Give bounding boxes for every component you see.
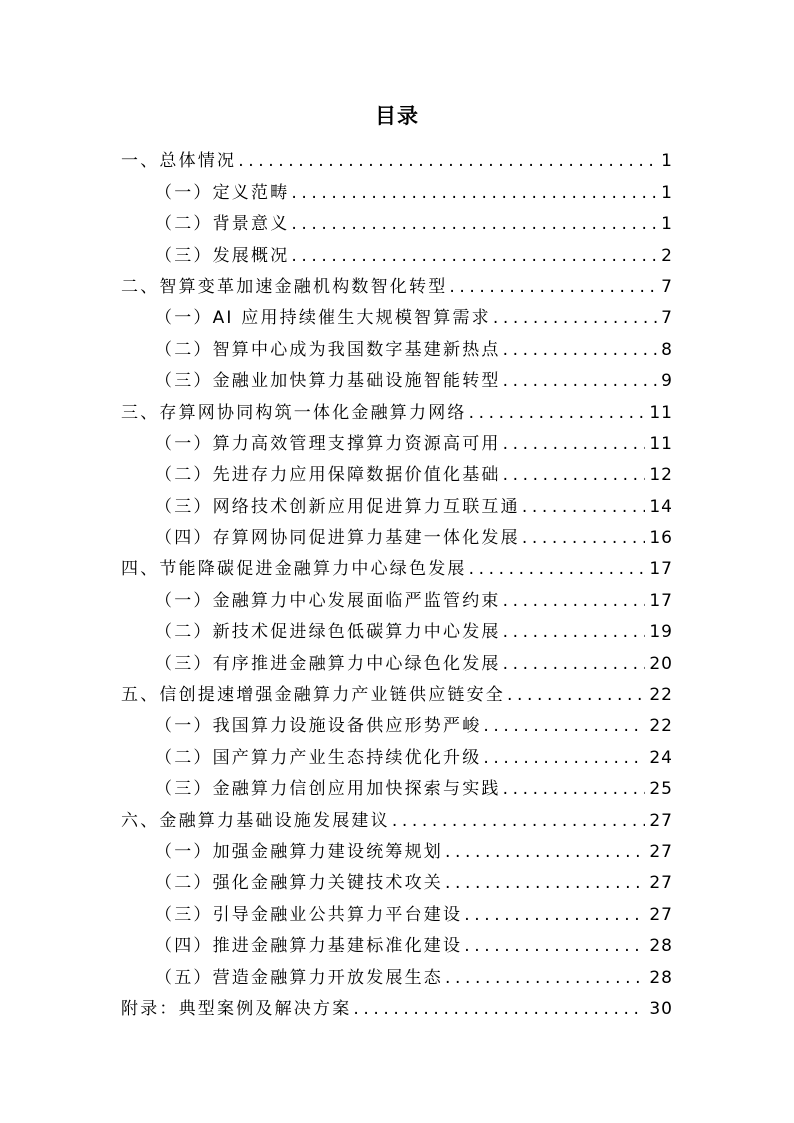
toc-entry-page-number: 27 (649, 904, 673, 925)
toc-entry[interactable] (121, 266, 673, 297)
toc-entry-label: （一）加强金融算力建设统筹规划 (155, 841, 443, 862)
toc-entry-label: 五、信创提速增强金融算力产业链供应链安全 (121, 685, 505, 706)
toc-dot-leader (238, 151, 657, 171)
toc-entry-label: （三）金融业加快算力基础设施智能转型 (155, 371, 501, 392)
toc-dot-leader (493, 308, 657, 328)
toc-entry-page-number: 27 (649, 810, 673, 831)
toc-entry[interactable] (121, 485, 673, 516)
toc-entry-page-number: 7 (661, 276, 673, 297)
toc-entry-label: （三）有序推进金融算力中心绿色化发展 (155, 653, 501, 674)
toc-entry[interactable] (121, 893, 673, 924)
toc-entry-page-number: 16 (649, 528, 673, 549)
toc-entry[interactable] (121, 579, 673, 610)
toc-entry-page-number: 24 (649, 747, 673, 768)
toc-entry-label: （一）我国算力设施设备供应形势严峻 (155, 716, 482, 737)
toc-dot-leader (483, 748, 645, 768)
toc-dot-leader (445, 873, 645, 893)
toc-entry-page-number: 20 (649, 653, 673, 674)
toc-entry-page-number: 12 (649, 465, 673, 486)
toc-dot-leader (449, 277, 657, 297)
toc-entry-page-number: 27 (649, 873, 673, 894)
toc-entry[interactable] (121, 454, 673, 485)
toc-entry[interactable] (121, 736, 673, 767)
toc-entry-label: 三、存算网协同构筑一体化金融算力网络 (121, 402, 467, 423)
toc-entry-page-number: 22 (649, 685, 673, 706)
toc-dot-leader (445, 842, 645, 862)
toc-entry-page-number: 17 (649, 559, 673, 580)
toc-dot-leader (291, 214, 657, 234)
toc-entry-page-number: 1 (661, 214, 673, 235)
toc-entry[interactable] (121, 423, 673, 454)
toc-dot-leader (503, 434, 646, 454)
toc-entry-page-number: 7 (661, 308, 673, 329)
toc-entry-label: （四）存算网协同促进算力基建一体化发展 (155, 528, 520, 549)
toc-entry-label: 四、节能降碳促进金融算力中心绿色发展 (121, 559, 467, 580)
toc-entry-label: （二）新技术促进绿色低碳算力中心发展 (155, 622, 501, 643)
toc-entry-label: （一）定义范畴 (155, 182, 290, 203)
toc-entry-page-number: 19 (649, 622, 673, 643)
toc-dot-leader (291, 246, 657, 266)
toc-entry[interactable] (121, 297, 673, 328)
toc-entry-label: 二、智算变革加速金融机构数智化转型 (121, 276, 448, 297)
toc-entry-label: （四）推进金融算力基建标准化建设 (155, 936, 463, 957)
toc-entry-label: 一、总体情况 (121, 151, 237, 172)
toc-dot-leader (522, 497, 646, 517)
toc-entry[interactable] (121, 391, 673, 422)
toc-entry-page-number: 22 (649, 716, 673, 737)
toc-entry[interactable] (121, 799, 673, 830)
toc-entry-label: （二）背景意义 (155, 214, 290, 235)
toc-dot-leader (507, 685, 645, 705)
toc-entry[interactable] (121, 517, 673, 548)
toc-entry-label: （五）营造金融算力开放发展生态 (155, 967, 443, 988)
toc-entry-page-number: 30 (649, 998, 673, 1019)
toc-entry[interactable] (121, 611, 673, 642)
toc-entry[interactable] (121, 234, 673, 265)
toc-entry-page-number: 27 (649, 841, 673, 862)
toc-dot-leader (392, 811, 646, 831)
toc-entry-page-number: 14 (649, 496, 673, 517)
toc-title: 目录 (375, 104, 419, 128)
toc-entry[interactable] (121, 988, 673, 1019)
toc-entry-label: （二）国产算力产业生态持续优化升级 (155, 747, 482, 768)
toc-dot-leader (503, 779, 646, 799)
toc-dot-leader (469, 403, 646, 423)
toc-entry[interactable] (121, 925, 673, 956)
toc-entry[interactable] (121, 674, 673, 705)
toc-entry-page-number: 8 (661, 339, 673, 360)
toc-entry[interactable] (121, 862, 673, 893)
toc-entry-page-number: 1 (661, 182, 673, 203)
toc-entry-label: （二）智算中心成为我国数字基建新热点 (155, 339, 501, 360)
toc-list (121, 140, 673, 1019)
toc-entry[interactable] (121, 171, 673, 202)
toc-dot-leader (522, 528, 646, 548)
toc-entry-label: （三）引导金融业公共算力平台建设 (155, 904, 463, 925)
toc-entry-page-number: 2 (661, 245, 673, 266)
toc-entry-label: （一）金融算力中心发展面临严监管约束 (155, 590, 501, 611)
toc-dot-leader (483, 716, 645, 736)
toc-entry-label: （二）先进存力应用保障数据价值化基础 (155, 465, 501, 486)
toc-entry-page-number: 28 (649, 936, 673, 957)
toc-entry[interactable] (121, 360, 673, 391)
toc-dot-leader (291, 183, 657, 203)
toc-entry-label: （一）AI 应用持续催生大规模智算需求 (155, 308, 491, 329)
toc-entry-label: （一）算力高效管理支撑算力资源高可用 (155, 433, 501, 454)
toc-entry-page-number: 17 (649, 590, 673, 611)
toc-dot-leader (503, 340, 658, 360)
toc-dot-leader (445, 968, 645, 988)
toc-entry[interactable] (121, 203, 673, 234)
toc-dot-leader (353, 999, 645, 1019)
toc-entry-label: （三）金融算力信创应用加快探索与实践 (155, 779, 501, 800)
toc-entry-page-number: 1 (661, 151, 673, 172)
toc-dot-leader (503, 465, 646, 485)
toc-dot-leader (469, 559, 646, 579)
toc-dot-leader (503, 622, 646, 642)
toc-entry[interactable] (121, 831, 673, 862)
toc-entry[interactable] (121, 328, 673, 359)
toc-entry[interactable] (121, 642, 673, 673)
toc-entry-label: （三）网络技术创新应用促进算力互联互通 (155, 496, 520, 517)
toc-dot-leader (464, 936, 645, 956)
toc-entry-label: 六、金融算力基础设施发展建议 (121, 810, 390, 831)
toc-entry-page-number: 11 (649, 402, 673, 423)
toc-dot-leader (503, 654, 646, 674)
toc-entry-page-number: 28 (649, 967, 673, 988)
toc-dot-leader (503, 591, 646, 611)
toc-entry-page-number: 11 (649, 433, 673, 454)
toc-entry-label: （三）发展概况 (155, 245, 290, 266)
toc-entry[interactable] (121, 548, 673, 579)
toc-entry[interactable] (121, 140, 673, 171)
toc-entry-label: （二）强化金融算力关键技术攻关 (155, 873, 443, 894)
toc-entry[interactable] (121, 705, 673, 736)
toc-entry-page-number: 25 (649, 779, 673, 800)
toc-dot-leader (464, 905, 645, 925)
toc-dot-leader (503, 371, 658, 391)
toc-entry-page-number: 9 (661, 371, 673, 392)
toc-entry-label: 附录：典型案例及解决方案 (121, 998, 352, 1019)
toc-entry[interactable] (121, 768, 673, 799)
toc-entry[interactable] (121, 956, 673, 987)
